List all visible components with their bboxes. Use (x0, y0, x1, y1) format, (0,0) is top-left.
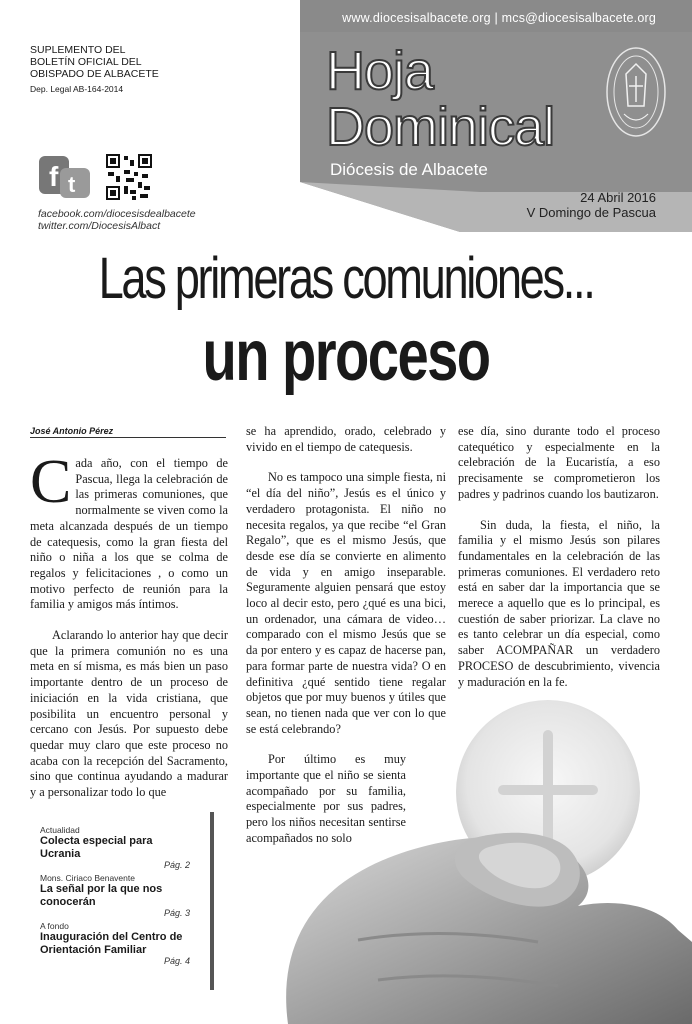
website-link[interactable]: www.diocesisalbacete.org (342, 11, 491, 25)
facebook-twitter-icon[interactable] (38, 154, 94, 200)
social-links (38, 208, 196, 232)
contact-separator: | (494, 11, 498, 25)
article-column-1 (30, 448, 228, 816)
masthead-title-line-2: Dominical (326, 97, 555, 157)
legal-deposit: Dep. Legal AB-164-2014 (30, 84, 124, 94)
article-column-2 (246, 424, 446, 862)
masthead-subtitle: Diócesis de Albacete (330, 160, 488, 179)
contents-index (40, 822, 190, 968)
paragraph: No es tampoco una simple fiesta, ni “el día del niño”, Jesús es el único y verdadero protagonista. El niño no necesita regalos, ya que recibe “el Gran Regalo”, que es el mismo Jesús, que desde ese día se convierte en alimento de vida y en amigo inseparable. Seguramente alguien pensará que estoy loco al decir esto, pero ¿qué es una bici, un ordenador, una cámara de video… comparado con el mismo Jesús que se da por entero y es capaz de hacerse pan, para formar parte de nuestra vida? O en definitiva ¿qué sentido tiene regalar objetos que por muy buenos y útiles que sean, no tienen nada que ver con lo que se está celebrando? (246, 470, 446, 736)
paragraph: Por último es muy importante que el niño se sienta acompañado por su familia, especialmente por sus padres, pero los niños necesitan sentirse acompañados no solo (246, 752, 406, 845)
paragraph: ese día, sino durante todo el proceso catequético y especialmente en la celebración de la Eucaristía, a eso precisamente se comprometieron los padres y padrinos cuando los bautizaron. (458, 424, 660, 501)
index-divider (210, 812, 214, 990)
index-page: Pág. 4 (163, 956, 190, 966)
svg-text:f: f (49, 161, 59, 192)
paragraph: Cada año, con el tiempo de Pascua, llega la celebración de las primeras comuniones, que normalmente se viven como la meta alcanzada después de un tiempo de catequesis, como la gran fiesta del niño o niña a los que se colma de regalos y felicitaciones , o como un motivo perfecto de reunión para la familia y amigos más íntimos. (30, 448, 228, 612)
index-page: Pág. 2 (163, 860, 190, 870)
paragraph: Sin duda, la fiesta, el niño, la familia y el mismo Jesús son pilares fundamentales en la celebración de las primeras comuniones. El verdadero reto está en saber dar la importancia que se merece a aquello que es lo principal, es cuestión de saber priorizar. La clave no es tanto celebrar un día especial, como saber ACOMPAÑAR un verdadero PROCESO de descubrimiento, vivencia y maduración en la fe. (458, 517, 660, 689)
index-section: Actualidad (40, 825, 80, 835)
index-item[interactable] (40, 873, 190, 918)
index-section: Mons. Ciriaco Benavente (40, 873, 135, 883)
drop-cap: C (30, 448, 72, 516)
headline-line-2: un proceso (202, 316, 490, 396)
svg-text:t: t (68, 172, 76, 197)
contact-line (342, 11, 656, 25)
index-title: La señal por la que nos conocerán (40, 883, 163, 908)
index-item[interactable] (40, 825, 190, 870)
issue-date-block (527, 190, 656, 220)
paragraph: Aclarando lo anterior hay que decir que la primera comunión no es una meta en sí misma, es más bien un paso importante dentro de un proceso de iniciación en la vida cristiana, que posibilita un encuentro personal y cercano con Jesús. Por supuesto debe quedar muy claro que este proceso no acaba con la recepción del Sacramento, sino que continua ayudando a madurar y a personalizar todo lo que (30, 628, 228, 800)
liturgical-sunday: V Domingo de Pascua (526, 205, 656, 220)
article-author: José Antonio Pérez (30, 426, 226, 438)
article-column-3 (458, 424, 660, 705)
headline-line-1: Las primeras comuniones... (98, 246, 594, 311)
masthead-title-line-1: Hoja (326, 41, 434, 101)
facebook-link[interactable]: facebook.com/diocesisdealbacete (38, 208, 196, 220)
paragraph: se ha aprendido, orado, celebrado y vivido en el tiempo de catequesis. (246, 424, 446, 454)
index-section: A fondo (40, 921, 69, 931)
supplement-block (30, 44, 159, 80)
email-link[interactable]: mcs@diocesisalbacete.org (501, 11, 656, 25)
issue-date: 24 Abril 2016 (580, 190, 656, 205)
index-item[interactable] (40, 921, 190, 966)
twitter-link[interactable]: twitter.com/DiocesisAlbact (38, 220, 161, 232)
supplement-line-2: BOLETÍN OFICIAL DEL (30, 56, 142, 68)
index-page: Pág. 3 (163, 908, 190, 918)
supplement-line-3: OBISPADO DE ALBACETE (30, 68, 159, 80)
index-title: Inauguración del Centro de Orientación Familiar (40, 931, 183, 956)
qr-code-icon[interactable] (104, 152, 154, 202)
index-title: Colecta especial para Ucrania (40, 835, 153, 860)
supplement-line-1: SUPLEMENTO DEL (30, 44, 126, 56)
diocese-seal-icon (604, 44, 668, 140)
